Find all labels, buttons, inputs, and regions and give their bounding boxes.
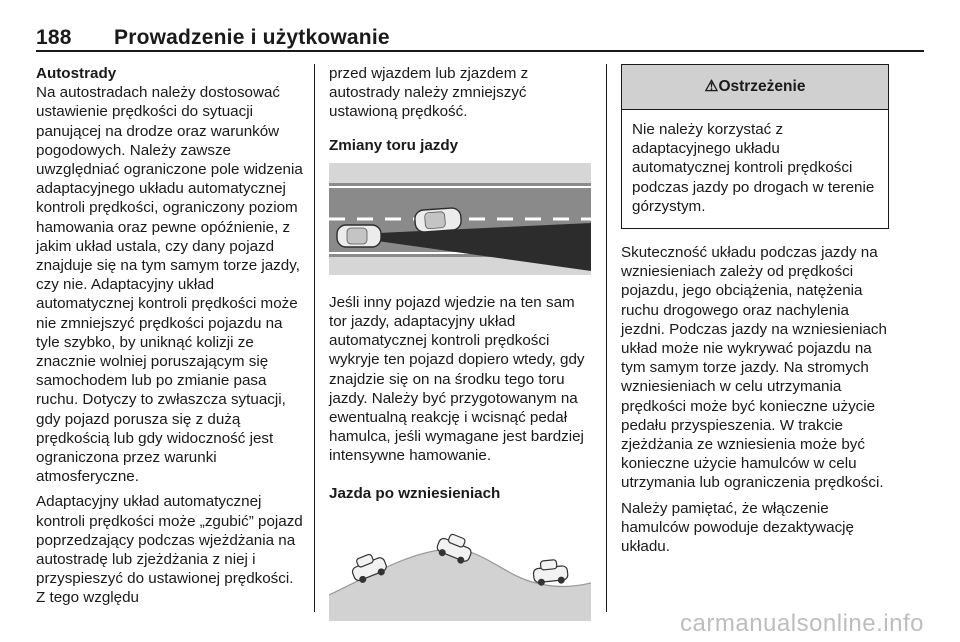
warning-header <box>622 65 888 110</box>
page-header <box>36 26 390 50</box>
own-car-icon <box>337 225 381 247</box>
header-rule <box>36 50 924 52</box>
warning-box <box>621 64 889 229</box>
column-divider <box>606 64 607 612</box>
section-heading-highways: Autostrady <box>36 65 117 82</box>
column-2 <box>329 64 595 621</box>
column-1 <box>36 64 306 614</box>
warning-triangle-icon: ⚠ <box>704 78 719 95</box>
lane-change-illustration <box>329 163 591 275</box>
hill-driving-illustration <box>329 509 591 621</box>
warning-title: Ostrzeżenie <box>718 78 806 95</box>
paragraph: Należy pamiętać, że włączenie hamulców powoduje dezaktywację układu. <box>621 499 855 556</box>
watermark: carmanualsonline.info <box>680 610 924 637</box>
merging-car-icon <box>414 207 461 232</box>
paragraph: przed wjazdem lub zjazdem z autostrady należy zmniejszyć ustawioną prędkość. <box>329 65 529 121</box>
page-title: Prowadzenie i użytkowanie <box>114 26 390 49</box>
column-divider <box>314 64 315 612</box>
column-3 <box>621 64 889 562</box>
section-heading-lane-change: Zmiany toru jazdy <box>329 136 459 154</box>
page-number: 188 <box>36 26 72 49</box>
paragraph: Adaptacyjny układ automatycznej kontroli prędkości może „zgubić” pojazd poprzedzający podczas wjeżdżania na autostradę lub zjeżdżania z niej i przyspieszyć do ustawionej prędkości. Z tego względu <box>36 493 303 607</box>
section-heading-hills: Jazda po wzniesieniach <box>329 484 501 502</box>
paragraph: Skuteczność układu podczas jazdy na wzniesieniach zależy od prędkości pojazdu, jego obciążenia, natężenia ruchu drogowego oraz nachylenia jezdni. Podczas jazdy na wzniesieniach układ może nie wykrywać pojazdu na tym samym torze jazdy. Na stromych wzniesieniach w celu utrzymania prędkości może być konieczne użycie pedału przyspieszenia. W trakcie zjeżdżania ze wzniesienia może być konieczne użycie hamulców w celu utrzymania lub ograniczenia prędkości. <box>621 244 887 492</box>
paragraph: Na autostradach należy dostosować ustawienie prędkości do sytuacji panującej na drodze oraz warunków pogodowych. Należy zawsze uwzględniać ograniczone pole widzenia adaptacyjnego układu automatycznej kontroli prędkości, ograniczony poziom hamowania oraz pewne opóźnienie, z jakim układ ustala, czy dany pojazd znajduje się na tym samym torze jazdy, czy nie. Adaptacyjny układ automatycznej kontroli prędkości może nie zmniejszyć prędkości pojazdu na tyle szybko, by uniknąć kolizji ze znacznie wolniej poruszającym się samochodem lub po zmianie pasa ruchu. Dotyczy to zwłaszcza sytuacji, gdy pojazd porusza się z dużą prędkością lub gdy widoczność jest ograniczona przez warunki atmosferyczne. <box>36 84 303 486</box>
paragraph: Jeśli inny pojazd wjedzie na ten sam tor jazdy, adaptacyjny układ automatycznej kontroli prędkości wykryje ten pojazd dopiero wtedy, gdy znajdzie się on na środku tego toru jazdy. Należy być przygotowanym na ewentualną reakcję i wcisnąć pedał hamulca, jeśli wymagane jest bardziej intensywne hamowanie. <box>329 293 585 465</box>
warning-text: Nie należy korzystać z adaptacyjnego układu automatycznej kontroli prędkości podczas jazdy po drogach w terenie górzystym. <box>632 121 875 215</box>
